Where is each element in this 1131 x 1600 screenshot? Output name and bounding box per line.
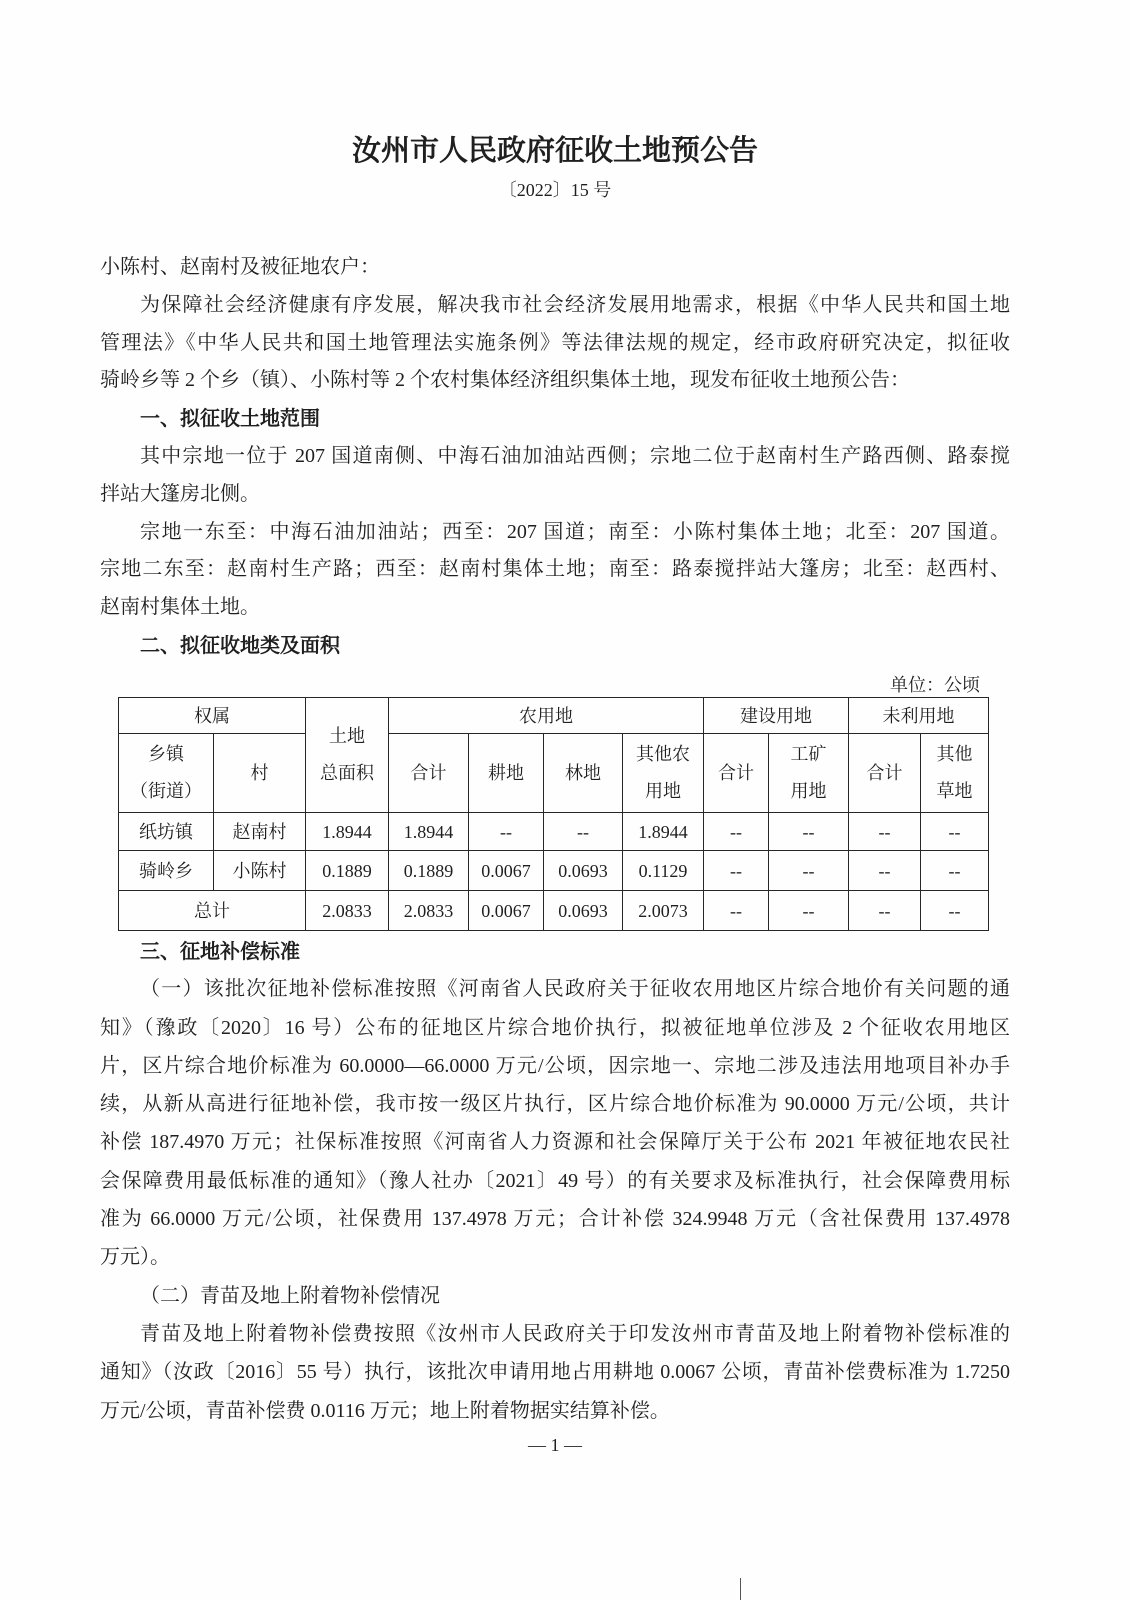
header-text: 工矿	[790, 744, 827, 764]
header-ownership: 权属	[119, 698, 306, 734]
paragraph-line: 知》（豫政〔2020〕16 号）公布的征地区片综合地价执行，拟被征地单位涉及 2 个征收农用地区	[100, 1016, 1010, 1039]
paragraph-line: 补偿 187.4970 万元；社保标准按照《河南省人力资源和社会保障厅关于公布 2021 年被征地农民社	[100, 1131, 1010, 1154]
cell-township: 骑岭乡	[119, 851, 214, 891]
table-row	[119, 813, 989, 851]
paragraph-line: 会保障费用最低标准的通知》（豫人社办〔2021〕49 号）的有关要求及标准执行，社会保障费用标	[100, 1169, 1010, 1192]
cell-cultivated: 0.0067	[469, 851, 544, 891]
header-text: 用地	[645, 781, 681, 801]
paragraph-line: 骑岭乡等 2 个乡（镇）、小陈村等 2 个农村集体经济组织集体土地，现发布征收土地预公告：	[100, 369, 910, 392]
cell-total-label: 总计	[119, 891, 306, 931]
cell-cultivated: 0.0067	[469, 891, 544, 931]
cell-forest: 0.0693	[544, 891, 623, 931]
cell-other-agri: 2.0073	[623, 891, 704, 931]
addressee: 小陈村、赵南村及被征地农户：	[100, 256, 380, 278]
header-text: 草地	[936, 781, 973, 801]
cell-construction-subtotal: --	[704, 891, 769, 931]
boundary-paragraph	[100, 514, 1010, 627]
header-text: 乡镇	[148, 744, 184, 764]
cell-other-agri: 1.8944	[623, 813, 704, 851]
header-text: 用地	[790, 781, 827, 801]
header-cultivated: 耕地	[469, 734, 544, 813]
page-number: — 1 —	[528, 1435, 582, 1455]
table-header-row	[119, 698, 989, 734]
header-township	[119, 734, 214, 813]
header-text: （街道）	[130, 781, 202, 801]
header-unused-subtotal: 合计	[849, 734, 921, 813]
header-agricultural-land: 农用地	[389, 698, 704, 734]
header-agri-subtotal: 合计	[389, 734, 469, 813]
cell-village: 赵南村	[214, 813, 306, 851]
cell-cultivated: --	[469, 813, 544, 851]
header-industrial-mining	[769, 734, 849, 813]
paragraph-line: 青苗及地上附着物补偿费按照《汝州市人民政府关于印发汝州市青苗及地上附着物补偿标准的	[140, 1322, 1010, 1345]
cell-agri-subtotal: 0.1889	[389, 851, 469, 891]
document-number: 〔2022〕15 号	[498, 180, 612, 200]
header-other-agri	[623, 734, 704, 813]
paragraph-line: 为保障社会经济健康有序发展，解决我市社会经济发展用地需求，根据《中华人民共和国土地	[140, 293, 1010, 316]
document-title: 汝州市人民政府征收土地预公告	[351, 135, 758, 167]
paragraph-line: 片，区片综合地价标准为 60.0000—66.0000 万元/公顷，因宗地一、宗地二涉及违法用地项目补办手	[100, 1054, 1010, 1077]
cell-total-area: 1.8944	[306, 813, 389, 851]
cell-total-area: 2.0833	[306, 891, 389, 931]
cell-agri-subtotal: 2.0833	[389, 891, 469, 931]
paragraph-line: 万元）。	[100, 1246, 170, 1269]
paragraph-line: 赵南村集体土地。	[100, 596, 260, 619]
location-paragraph	[100, 438, 1010, 514]
cell-industrial-mining: --	[769, 891, 849, 931]
paragraph-line: 续，从新从高进行征地补偿，我市按一级区片执行，区片综合地价标准为 90.0000 万元/公顷，共计	[100, 1093, 1010, 1116]
paragraph-line: 通知》（汝政〔2016〕55 号）执行，该批次申请用地占用耕地 0.0067 公顷，青苗补偿费标准为 1.7250	[100, 1361, 1010, 1384]
table-subheader-row	[119, 734, 989, 813]
cell-unused-subtotal: --	[849, 891, 921, 931]
paragraph-line: 其中宗地一位于 207 国道南侧、中海石油加油站西侧；宗地二位于赵南村生产路西侧、路泰搅	[140, 444, 1010, 467]
cell-unused-subtotal: --	[849, 813, 921, 851]
paragraph-line: 万元/公顷，青苗补偿费 0.0116 万元；地上附着物据实结算补偿。	[100, 1399, 670, 1422]
header-other-grassland	[921, 734, 989, 813]
cell-village: 小陈村	[214, 851, 306, 891]
cell-agri-subtotal: 1.8944	[389, 813, 469, 851]
header-total-area	[306, 698, 389, 813]
compensation-standard-paragraph	[100, 970, 1010, 1276]
header-village: 村	[214, 734, 306, 813]
cell-other-agri: 0.1129	[623, 851, 704, 891]
cell-unused-subtotal: --	[849, 851, 921, 891]
cell-construction-subtotal: --	[704, 851, 769, 891]
header-construction-subtotal: 合计	[704, 734, 769, 813]
paragraph-line: 拌站大篷房北侧。	[100, 482, 260, 505]
cell-other-grassland: --	[921, 891, 989, 931]
table-row	[119, 851, 989, 891]
cell-construction-subtotal: --	[704, 813, 769, 851]
intro-paragraph	[100, 287, 1010, 400]
scan-edge-mark	[740, 1578, 741, 1600]
land-area-table	[118, 697, 989, 931]
paragraph-line: 宗地二东至：赵南村生产路；西至：赵南村集体土地；南至：路泰搅拌站大篷房；北至：赵西村、	[100, 558, 1010, 581]
section-heading-land-scope: 一、拟征收土地范围	[140, 406, 320, 431]
paragraph-line: 准为 66.0000 万元/公顷，社保费用 137.4978 万元；合计补偿 324.9948 万元（含社保费用 137.4978	[100, 1208, 1010, 1231]
header-text: 总面积	[320, 763, 374, 783]
cell-total-area: 0.1889	[306, 851, 389, 891]
cell-industrial-mining: --	[769, 813, 849, 851]
paragraph-line: （一）该批次征地补偿标准按照《河南省人民政府关于征收农用地区片综合地价有关问题的通	[140, 978, 1010, 1001]
header-text: 其他农	[636, 744, 690, 764]
table-total-row	[119, 891, 989, 931]
header-forest: 林地	[544, 734, 623, 813]
section-heading-compensation: 三、征地补偿标准	[140, 939, 300, 963]
paragraph-line: 管理法》《中华人民共和国土地管理法实施条例》等法律法规的规定，经市政府研究决定，拟征收	[100, 331, 1010, 354]
cell-other-grassland: --	[921, 813, 989, 851]
notice-body-lower	[100, 932, 1010, 1430]
header-unused-land: 未利用地	[849, 698, 989, 734]
header-text: 其他	[936, 744, 973, 764]
crops-compensation-paragraph	[100, 1315, 1010, 1430]
cell-forest: 0.0693	[544, 851, 623, 891]
header-text: 土地	[329, 726, 365, 746]
notice-body-upper	[100, 249, 1010, 665]
section-heading-land-types: 二、拟征收地类及面积	[140, 632, 340, 657]
cell-industrial-mining: --	[769, 851, 849, 891]
header-construction-land: 建设用地	[704, 698, 849, 734]
table-unit-label: 单位：公顷	[890, 675, 980, 695]
cell-forest: --	[544, 813, 623, 851]
subsection-heading-crops: （二）青苗及地上附着物补偿情况	[140, 1284, 440, 1307]
cell-other-grassland: --	[921, 851, 989, 891]
paragraph-line: 宗地一东至：中海石油加油站；西至：207 国道；南至：小陈村集体土地；北至：207 国道。	[140, 520, 1010, 543]
cell-township: 纸坊镇	[119, 813, 214, 851]
